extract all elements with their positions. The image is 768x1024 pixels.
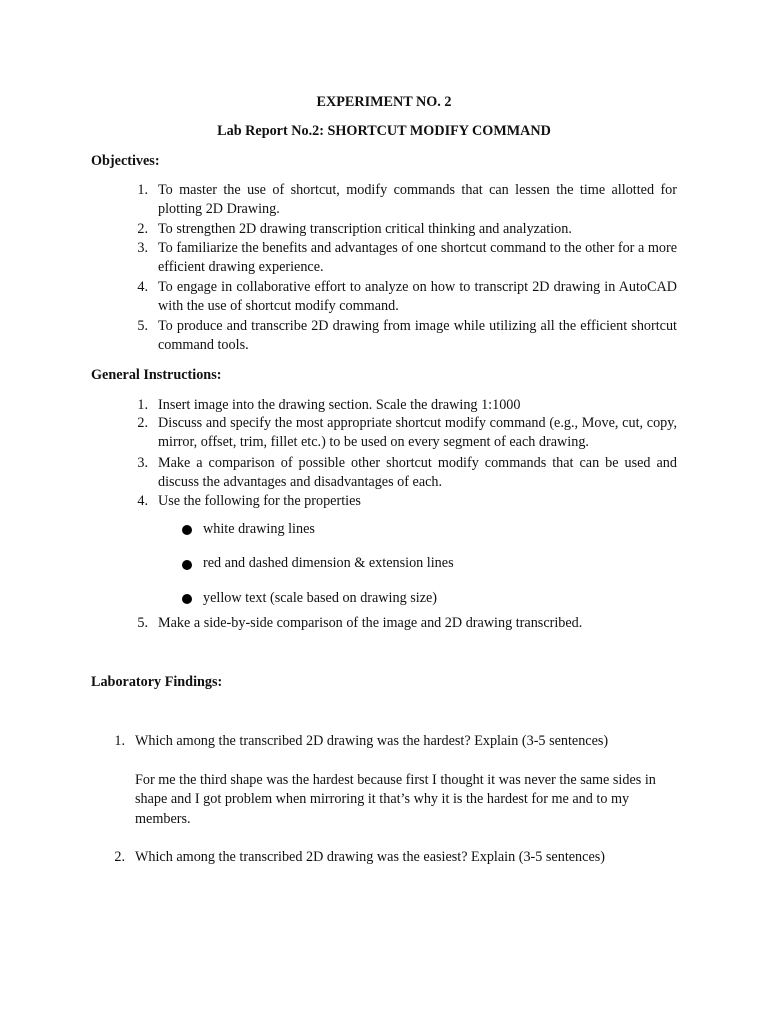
bullet-icon: [182, 560, 192, 570]
list-number: 3.: [137, 240, 148, 256]
bullet-icon: [182, 525, 192, 535]
list-number: 1.: [137, 182, 148, 198]
bullet-text: yellow text (scale based on drawing size): [203, 590, 438, 606]
list-number: 1.: [137, 397, 148, 413]
list-item-text: Use the following for the properties: [158, 493, 361, 509]
list-item-text: To master the use of shortcut, modify commands that can lessen the time allotted for plotting 2D Drawing.: [158, 182, 677, 218]
list-item-text: To strengthen 2D drawing transcription critical thinking and analyzation.: [158, 221, 572, 237]
findings-heading: Laboratory Findings:: [91, 674, 223, 690]
answer-text: For me the third shape was the hardest because first I thought it was never the same sides in shape and I got problem when mirroring it that’s why it is the hardest for me and to my members.: [135, 772, 656, 827]
list-item-text: Insert image into the drawing section. Scale the drawing 1:1000: [158, 397, 521, 413]
list-item-text: To engage in collaborative effort to analyze on how to transcript 2D drawing in AutoCAD with the use of shortcut modify command.: [158, 279, 677, 315]
list-number: 4.: [137, 493, 148, 509]
list-number: 1.: [114, 733, 125, 749]
bullet-text: red and dashed dimension & extension lines: [203, 555, 454, 571]
list-number: 2.: [114, 849, 125, 865]
bullet-icon: [182, 594, 192, 604]
list-item-text: Make a side-by-side comparison of the image and 2D drawing transcribed.: [158, 615, 583, 631]
question-text: Which among the transcribed 2D drawing was the easiest? Explain (3-5 sentences): [135, 849, 605, 865]
document-subtitle: Lab Report No.2: SHORTCUT MODIFY COMMAND: [217, 123, 551, 139]
document-title: EXPERIMENT NO. 2: [316, 94, 452, 110]
list-number: 3.: [137, 455, 148, 471]
question-text: Which among the transcribed 2D drawing was the hardest? Explain (3-5 sentences): [135, 733, 609, 749]
list-item-text: Make a comparison of possible other shortcut modify commands that can be used and discuss the advantages and disadvantages of each.: [158, 455, 677, 491]
objectives-heading: Objectives:: [91, 153, 160, 169]
list-number: 2.: [137, 221, 148, 237]
list-number: 4.: [137, 279, 148, 295]
list-number: 5.: [137, 318, 148, 334]
bullet-text: white drawing lines: [203, 521, 315, 537]
list-number: 5.: [137, 615, 148, 631]
list-number: 2.: [137, 415, 148, 431]
list-item-text: To familiarize the benefits and advantages of one shortcut command to the other for a more efficient drawing experience.: [158, 240, 677, 276]
list-item-text: To produce and transcribe 2D drawing from image while utilizing all the efficient shortcut command tools.: [158, 318, 677, 354]
list-item-text: Discuss and specify the most appropriate shortcut modify command (e.g., Move, cut, copy, mirror, offset, trim, fillet etc.) to be used on every segment of each drawing.: [158, 415, 677, 451]
instructions-heading: General Instructions:: [91, 367, 222, 383]
